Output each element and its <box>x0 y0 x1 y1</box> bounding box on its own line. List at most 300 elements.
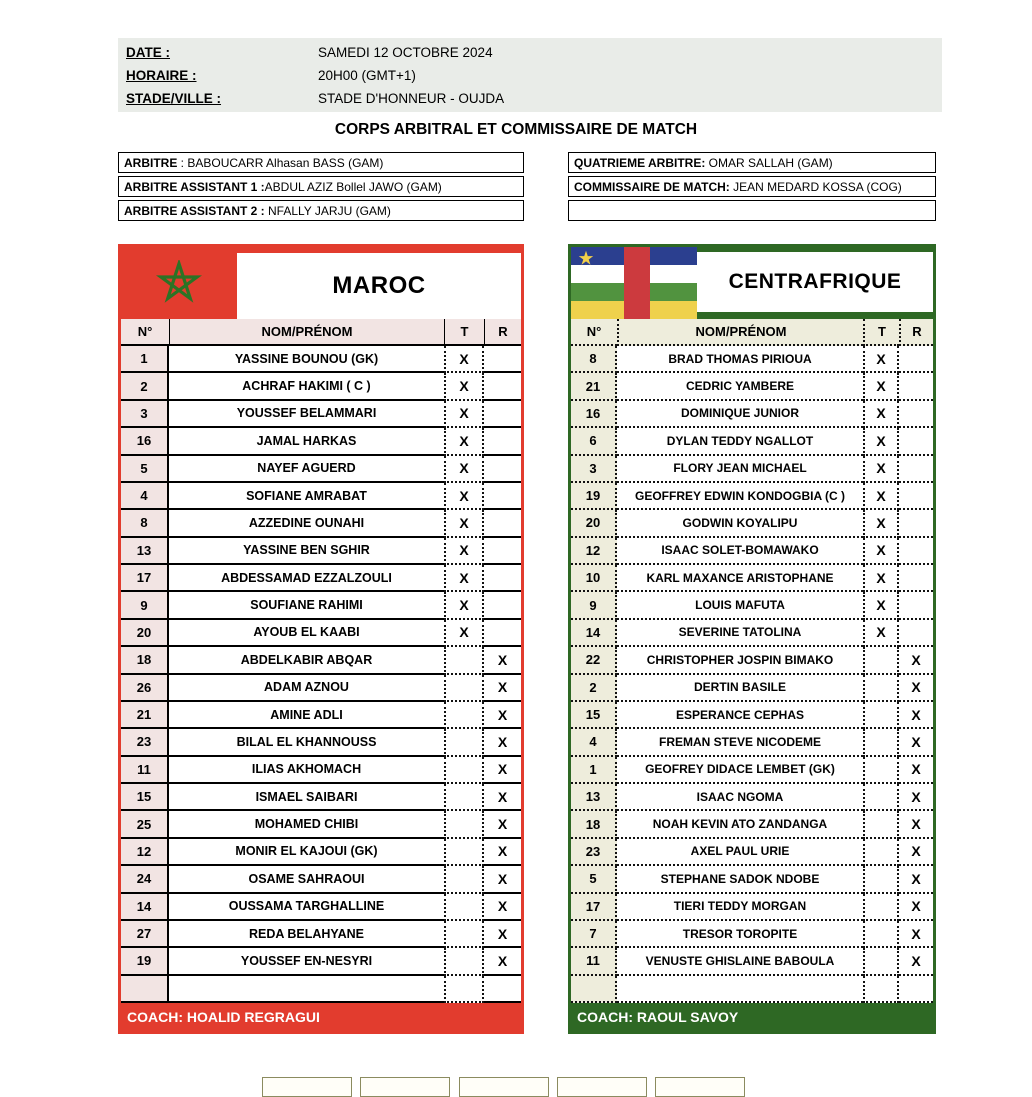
player-name: TRESOR TOROPITE <box>617 921 863 948</box>
table-row <box>121 811 521 838</box>
table-row <box>121 757 521 784</box>
col-header-titular: T <box>863 319 899 346</box>
titular-mark: X <box>444 428 484 455</box>
official-label: ARBITRE <box>124 155 178 170</box>
titular-mark: X <box>863 510 899 537</box>
player-name: ISAAC NGOMA <box>617 784 863 811</box>
player-number: 6 <box>571 428 617 455</box>
player-name: SOUFIANE RAHIMI <box>169 592 444 619</box>
col-header-titular: T <box>444 319 484 346</box>
player-number: 27 <box>121 921 169 948</box>
reserve-mark: X <box>899 811 933 838</box>
titular-mark <box>444 866 484 893</box>
col-header-name: NOM/PRÉNOM <box>617 319 863 346</box>
player-number: 4 <box>121 483 169 510</box>
player-name: CHRISTOPHER JOSPIN BIMAKO <box>617 647 863 674</box>
official-value: OMAR SALLAH (GAM) <box>705 155 833 170</box>
table-row <box>121 921 521 948</box>
reserve-mark: X <box>484 866 521 893</box>
player-number: 24 <box>121 866 169 893</box>
table-row <box>571 456 933 483</box>
titular-mark <box>444 675 484 702</box>
table-row <box>571 538 933 565</box>
bottom-cutoff-box <box>557 1077 647 1097</box>
player-number: 18 <box>571 811 617 838</box>
titular-mark: X <box>444 565 484 592</box>
table-row <box>121 346 521 373</box>
reserve-mark <box>484 456 521 483</box>
player-number: 25 <box>121 811 169 838</box>
titular-mark: X <box>863 565 899 592</box>
player-name: ABDELKABIR ABQAR <box>169 647 444 674</box>
titular-mark <box>863 976 899 1003</box>
titular-mark <box>863 948 899 975</box>
reserve-mark: X <box>899 784 933 811</box>
table-row <box>121 729 521 756</box>
reserve-mark: X <box>484 894 521 921</box>
titular-mark: X <box>863 346 899 373</box>
player-number: 5 <box>121 456 169 483</box>
player-number: 12 <box>571 538 617 565</box>
bottom-cutoff-box <box>360 1077 450 1097</box>
official-row <box>568 176 936 197</box>
player-number: 14 <box>571 620 617 647</box>
titular-mark <box>863 839 899 866</box>
page-title: CORPS ARBITRAL ET COMMISSAIRE DE MATCH <box>334 121 698 138</box>
player-name: YASSINE BOUNOU (GK) <box>169 346 444 373</box>
reserve-mark <box>899 538 933 565</box>
table-row <box>121 401 521 428</box>
player-name: ILIAS AKHOMACH <box>169 757 444 784</box>
table-row <box>121 948 521 975</box>
player-name: AYOUB EL KAABI <box>169 620 444 647</box>
player-number: 19 <box>121 948 169 975</box>
titular-mark <box>444 757 484 784</box>
player-number: 3 <box>121 401 169 428</box>
titular-mark <box>863 675 899 702</box>
reserve-mark <box>899 401 933 428</box>
titular-mark <box>863 729 899 756</box>
table-row <box>571 373 933 400</box>
player-number: 22 <box>571 647 617 674</box>
reserve-mark <box>899 428 933 455</box>
reserve-mark <box>899 483 933 510</box>
table-row <box>571 976 933 1003</box>
player-name: GODWIN KOYALIPU <box>617 510 863 537</box>
player-number <box>571 976 617 1003</box>
player-number: 8 <box>121 510 169 537</box>
official-row <box>118 200 524 221</box>
titular-mark <box>863 757 899 784</box>
titular-mark: X <box>863 373 899 400</box>
table-row <box>571 811 933 838</box>
table-row <box>121 538 521 565</box>
reserve-mark: X <box>484 839 521 866</box>
table-row <box>571 620 933 647</box>
official-label: ARBITRE ASSISTANT 2 : <box>124 203 269 218</box>
table-row <box>571 839 933 866</box>
reserve-mark: X <box>484 921 521 948</box>
reserve-mark <box>899 510 933 537</box>
player-number <box>121 976 169 1003</box>
titular-mark: X <box>863 620 899 647</box>
table-row <box>571 565 933 592</box>
info-label: STADE/VILLE : <box>126 91 222 106</box>
player-name: AXEL PAUL URIE <box>617 839 863 866</box>
reserve-mark <box>899 456 933 483</box>
player-number: 15 <box>121 784 169 811</box>
reserve-mark: X <box>484 784 521 811</box>
player-number: 21 <box>121 702 169 729</box>
table-row <box>121 866 521 893</box>
player-name: REDA BELAHYANE <box>169 921 444 948</box>
player-name: SOFIANE AMRABAT <box>169 483 444 510</box>
player-name: NAYEF AGUERD <box>169 456 444 483</box>
player-number: 20 <box>571 510 617 537</box>
info-label: HORAIRE : <box>126 68 197 83</box>
player-name: GEOFREY DIDACE LEMBET (GK) <box>617 757 863 784</box>
info-label: DATE : <box>126 45 170 60</box>
column-header-row <box>571 319 933 346</box>
reserve-mark <box>899 592 933 619</box>
reserve-mark: X <box>899 647 933 674</box>
player-name: OUSSAMA TARGHALLINE <box>169 894 444 921</box>
titular-mark <box>444 729 484 756</box>
info-row <box>118 87 942 110</box>
reserve-mark <box>484 538 521 565</box>
titular-mark: X <box>444 373 484 400</box>
info-row <box>118 41 942 64</box>
reserve-mark: X <box>899 839 933 866</box>
player-number: 17 <box>571 894 617 921</box>
titular-mark <box>444 976 484 1003</box>
reserve-mark: X <box>899 729 933 756</box>
titular-mark <box>444 702 484 729</box>
table-row <box>571 894 933 921</box>
team-name-box <box>237 253 521 319</box>
col-header-reserve: R <box>899 319 933 346</box>
reserve-mark <box>484 428 521 455</box>
table-row <box>571 784 933 811</box>
official-row <box>118 152 524 173</box>
info-value: STADE D'HONNEUR - OUJDA <box>318 91 505 106</box>
reserve-mark: X <box>484 647 521 674</box>
table-row <box>121 702 521 729</box>
reserve-mark: X <box>899 948 933 975</box>
titular-mark <box>863 784 899 811</box>
player-name: ISAAC SOLET-BOMAWAKO <box>617 538 863 565</box>
reserve-mark <box>484 620 521 647</box>
player-name: JAMAL HARKAS <box>169 428 444 455</box>
player-number: 12 <box>121 839 169 866</box>
official-value: : BABOUCARR Alhasan BASS (GAM) <box>177 155 384 170</box>
table-row <box>121 620 521 647</box>
flag-vertical-red-stripe <box>624 247 650 319</box>
player-name: SEVERINE TATOLINA <box>617 620 863 647</box>
table-row <box>571 346 933 373</box>
info-value: 20H00 (GMT+1) <box>318 68 416 83</box>
reserve-mark <box>899 373 933 400</box>
player-number: 23 <box>571 839 617 866</box>
titular-mark: X <box>863 538 899 565</box>
player-name: DYLAN TEDDY NGALLOT <box>617 428 863 455</box>
titular-mark <box>863 647 899 674</box>
titular-mark: X <box>863 456 899 483</box>
table-row <box>121 428 521 455</box>
bottom-cutoff-box <box>459 1077 549 1097</box>
player-number: 21 <box>571 373 617 400</box>
team-name: CENTRAFRIQUE <box>728 270 902 293</box>
reserve-mark <box>484 592 521 619</box>
official-label: QUATRIEME ARBITRE: <box>574 155 706 170</box>
titular-mark: X <box>863 428 899 455</box>
reserve-mark <box>899 565 933 592</box>
titular-mark <box>444 948 484 975</box>
reserve-mark <box>484 346 521 373</box>
player-name: FLORY JEAN MICHAEL <box>617 456 863 483</box>
table-row <box>571 428 933 455</box>
table-row <box>121 373 521 400</box>
titular-mark: X <box>444 456 484 483</box>
team-header-centrafrique <box>571 247 933 319</box>
morocco-flag <box>121 247 237 319</box>
player-name: DERTIN BASILE <box>617 675 863 702</box>
titular-mark <box>863 921 899 948</box>
table-row <box>121 647 521 674</box>
player-name: AZZEDINE OUNAHI <box>169 510 444 537</box>
titular-mark: X <box>444 510 484 537</box>
player-name: DOMINIQUE JUNIOR <box>617 401 863 428</box>
reserve-mark: X <box>484 948 521 975</box>
player-rows <box>571 346 933 1003</box>
player-number: 7 <box>571 921 617 948</box>
col-header-name: NOM/PRÉNOM <box>169 319 444 346</box>
table-row <box>121 784 521 811</box>
player-number: 20 <box>121 620 169 647</box>
reserve-mark: X <box>484 729 521 756</box>
player-name: KARL MAXANCE ARISTOPHANE <box>617 565 863 592</box>
titular-mark: X <box>444 620 484 647</box>
match-info-block <box>118 38 942 112</box>
player-number: 2 <box>121 373 169 400</box>
player-number: 19 <box>571 483 617 510</box>
reserve-mark <box>899 620 933 647</box>
player-name: ESPERANCE CEPHAS <box>617 702 863 729</box>
pentagram-star-icon <box>156 260 202 306</box>
table-row <box>571 729 933 756</box>
player-number: 17 <box>121 565 169 592</box>
player-name: OSAME SAHRAOUI <box>169 866 444 893</box>
team-table-maroc <box>118 244 524 1034</box>
player-name: ACHRAF HAKIMI ( C ) <box>169 373 444 400</box>
table-row <box>571 401 933 428</box>
titular-mark <box>863 866 899 893</box>
table-row <box>121 592 521 619</box>
reserve-mark: X <box>899 921 933 948</box>
reserve-mark: X <box>484 675 521 702</box>
team-header-maroc <box>121 247 521 319</box>
official-row <box>118 176 524 197</box>
player-name: MOHAMED CHIBI <box>169 811 444 838</box>
player-rows <box>121 346 521 1003</box>
player-number: 26 <box>121 675 169 702</box>
player-name <box>617 976 863 1003</box>
player-number: 1 <box>121 346 169 373</box>
official-value: JEAN MEDARD KOSSA (COG) <box>729 179 902 194</box>
titular-mark: X <box>444 346 484 373</box>
reserve-mark: X <box>484 702 521 729</box>
table-row <box>121 510 521 537</box>
table-row <box>571 702 933 729</box>
titular-mark: X <box>863 592 899 619</box>
official-label: ARBITRE ASSISTANT 1 : <box>124 179 265 194</box>
player-number: 23 <box>121 729 169 756</box>
player-name: AMINE ADLI <box>169 702 444 729</box>
table-row <box>571 483 933 510</box>
titular-mark <box>444 921 484 948</box>
player-number: 3 <box>571 456 617 483</box>
player-number: 2 <box>571 675 617 702</box>
col-header-number: N° <box>571 319 617 346</box>
reserve-mark <box>484 373 521 400</box>
player-name: ADAM AZNOU <box>169 675 444 702</box>
officials-right-column <box>568 152 936 224</box>
official-value: NFALLY JARJU (GAM) <box>268 203 391 218</box>
titular-mark: X <box>444 483 484 510</box>
titular-mark: X <box>863 401 899 428</box>
player-name: ISMAEL SAIBARI <box>169 784 444 811</box>
player-name: BILAL EL KHANNOUSS <box>169 729 444 756</box>
coach-bar: COACH: RAOUL SAVOY <box>571 1003 933 1031</box>
player-name: TIERI TEDDY MORGAN <box>617 894 863 921</box>
player-number: 14 <box>121 894 169 921</box>
player-number: 9 <box>571 592 617 619</box>
info-row <box>118 64 942 87</box>
official-label: COMMISSAIRE DE MATCH: <box>574 179 730 194</box>
col-header-reserve: R <box>484 319 521 346</box>
player-name: YOUSSEF EN-NESYRI <box>169 948 444 975</box>
reserve-mark: X <box>899 702 933 729</box>
coach-bar: COACH: HOALID REGRAGUI <box>121 1003 521 1031</box>
player-number: 18 <box>121 647 169 674</box>
table-row <box>571 592 933 619</box>
reserve-mark <box>484 401 521 428</box>
player-number: 1 <box>571 757 617 784</box>
player-number: 11 <box>121 757 169 784</box>
official-row <box>568 152 936 173</box>
table-row <box>571 921 933 948</box>
player-number: 13 <box>121 538 169 565</box>
table-row <box>121 976 521 1003</box>
player-name: YASSINE BEN SGHIR <box>169 538 444 565</box>
player-name: VENUSTE GHISLAINE BABOULA <box>617 948 863 975</box>
player-number: 5 <box>571 866 617 893</box>
table-row <box>571 675 933 702</box>
reserve-mark: X <box>899 675 933 702</box>
titular-mark <box>444 811 484 838</box>
player-name: CEDRIC YAMBERE <box>617 373 863 400</box>
player-number: 11 <box>571 948 617 975</box>
team-name: MAROC <box>332 272 426 299</box>
team-table-centrafrique <box>568 244 936 1034</box>
official-value: ABDUL AZIZ Bollel JAWO (GAM) <box>264 179 442 194</box>
table-row <box>121 483 521 510</box>
table-row <box>121 456 521 483</box>
reserve-mark: X <box>899 757 933 784</box>
player-name: NOAH KEVIN ATO ZANDANGA <box>617 811 863 838</box>
titular-mark <box>444 839 484 866</box>
player-number: 15 <box>571 702 617 729</box>
official-row <box>568 200 936 221</box>
titular-mark <box>444 647 484 674</box>
reserve-mark <box>484 483 521 510</box>
player-name: MONIR EL KAJOUI (GK) <box>169 839 444 866</box>
table-row <box>571 757 933 784</box>
reserve-mark: X <box>484 757 521 784</box>
player-number: 16 <box>571 401 617 428</box>
team-name-box <box>697 252 933 312</box>
player-name: YOUSSEF BELAMMARI <box>169 401 444 428</box>
col-header-number: N° <box>121 319 169 346</box>
player-name <box>169 976 444 1003</box>
table-row <box>571 647 933 674</box>
titular-mark <box>863 894 899 921</box>
reserve-mark: X <box>899 866 933 893</box>
player-number: 13 <box>571 784 617 811</box>
player-name: LOUIS MAFUTA <box>617 592 863 619</box>
player-number: 10 <box>571 565 617 592</box>
reserve-mark: X <box>484 811 521 838</box>
table-row <box>121 565 521 592</box>
table-row <box>121 839 521 866</box>
table-row <box>121 894 521 921</box>
column-header-row <box>121 319 521 346</box>
player-number: 8 <box>571 346 617 373</box>
titular-mark <box>863 811 899 838</box>
player-number: 9 <box>121 592 169 619</box>
titular-mark <box>444 784 484 811</box>
reserve-mark: X <box>899 894 933 921</box>
star-icon <box>578 250 594 266</box>
titular-mark: X <box>444 592 484 619</box>
table-row <box>571 866 933 893</box>
player-name: STEPHANE SADOK NDOBE <box>617 866 863 893</box>
titular-mark <box>863 702 899 729</box>
titular-mark: X <box>863 483 899 510</box>
titular-mark: X <box>444 538 484 565</box>
titular-mark <box>444 894 484 921</box>
bottom-cutoff-box <box>262 1077 352 1097</box>
officials-left-column <box>118 152 524 224</box>
info-value: SAMEDI 12 OCTOBRE 2024 <box>318 45 493 60</box>
player-name: ABDESSAMAD EZZALZOULI <box>169 565 444 592</box>
reserve-mark <box>899 346 933 373</box>
centrafrique-flag <box>571 247 697 319</box>
player-name: BRAD THOMAS PIRIOUA <box>617 346 863 373</box>
player-number: 16 <box>121 428 169 455</box>
player-number: 4 <box>571 729 617 756</box>
table-row <box>571 510 933 537</box>
reserve-mark <box>484 565 521 592</box>
reserve-mark <box>484 976 521 1003</box>
table-row <box>121 675 521 702</box>
bottom-cutoff-box <box>655 1077 745 1097</box>
titular-mark: X <box>444 401 484 428</box>
reserve-mark <box>484 510 521 537</box>
reserve-mark <box>899 976 933 1003</box>
player-name: FREMAN STEVE NICODEME <box>617 729 863 756</box>
table-row <box>571 948 933 975</box>
